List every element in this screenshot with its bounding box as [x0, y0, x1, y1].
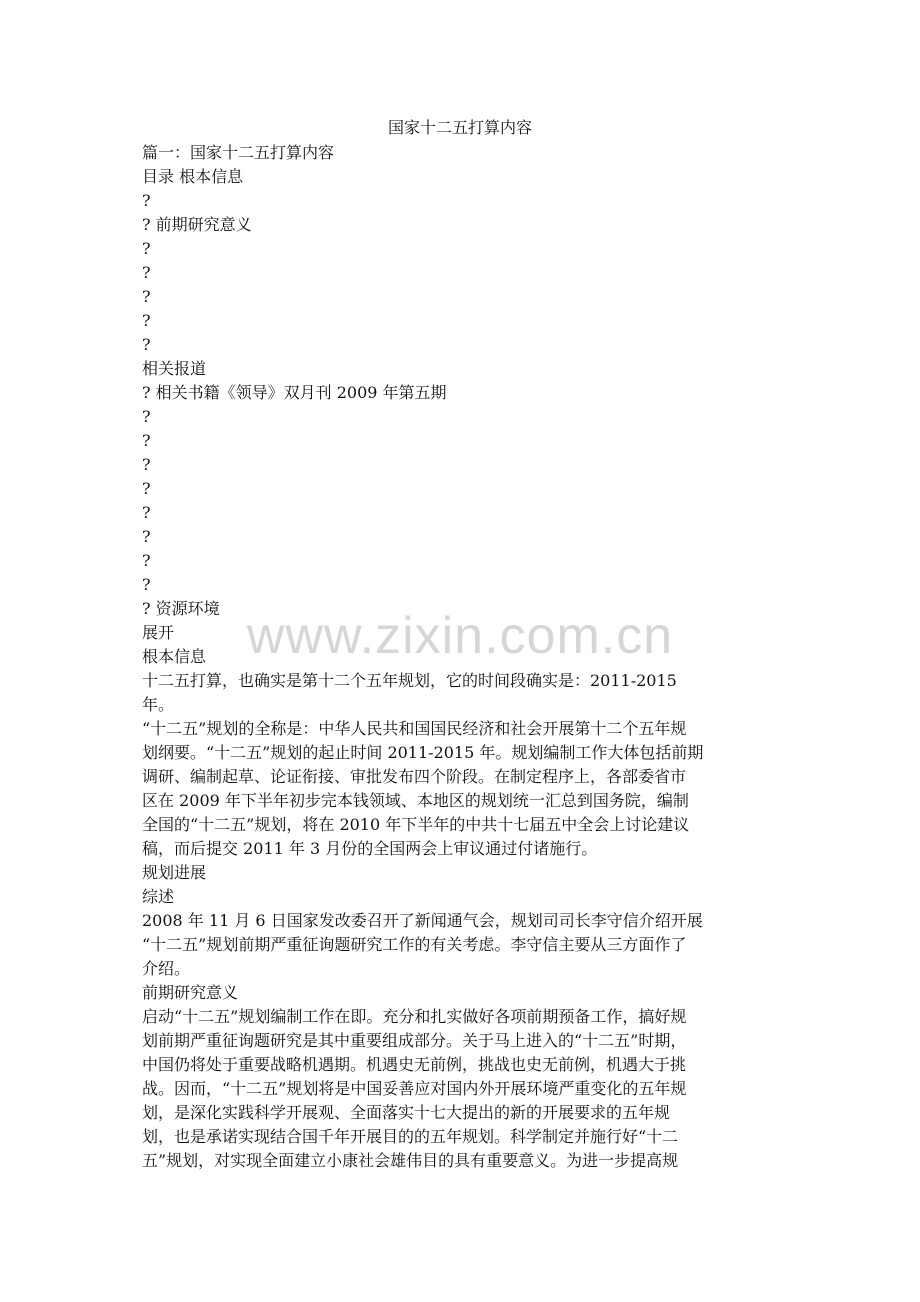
- text-line: ? 相关书籍《领导》双月刊 2009 年第五期: [142, 383, 447, 402]
- text-line: 稿，而后提交 2011 年 3 月份的全国两会上审议通过付诸施行。: [142, 839, 598, 858]
- text-line: ?: [142, 455, 151, 474]
- text-line: ? 前期研究意义: [142, 215, 252, 234]
- text-line: 五”规划，对实现全面建立小康社会雄伟目的具有重要意义。为进一步提高规: [142, 1151, 679, 1170]
- text-line: 年。: [142, 695, 175, 714]
- text-line: ?: [142, 287, 151, 306]
- text-line: ? 资源环境: [142, 599, 220, 618]
- text-line: 划，也是承诺实现结合国千年开展目的的五年规划。科学制定并施行好“十二: [142, 1127, 679, 1146]
- text-line: ?: [142, 527, 151, 546]
- text-line: 目录 根本信息: [142, 167, 244, 186]
- text-line: ?: [142, 407, 151, 426]
- text-line: ?: [142, 239, 151, 258]
- text-line: 战。因而，“十二五”规划将是中国妥善应对国内外开展环境严重变化的五年规: [142, 1079, 687, 1098]
- text-line: 启动“十二五”规划编制工作在即。充分和扎实做好各项前期预备工作，搞好规: [142, 1007, 687, 1026]
- document-body: [142, 141, 772, 1173]
- text-line: 篇一：国家十二五打算内容: [142, 143, 335, 162]
- text-line: 相关报道: [142, 359, 207, 378]
- text-line: 划前期严重征询题研究是其中重要组成部分。关于马上进入的“十二五”时期，: [142, 1031, 687, 1050]
- text-line: 根本信息: [142, 647, 207, 666]
- text-line: ?: [142, 431, 151, 450]
- text-line: ?: [142, 311, 151, 330]
- text-line: “十二五”规划的全称是：中华人民共和国国民经济和社会开展第十二个五年规: [142, 719, 687, 738]
- text-line: ?: [142, 479, 151, 498]
- text-line: ?: [142, 191, 151, 210]
- watermark: www.zixin.com.cn: [246, 607, 674, 665]
- text-line: 介绍。: [142, 959, 191, 978]
- text-line: 全国的“十二五”规划，将在 2010 年下半年的中共十七届五中全会上讨论建议: [142, 815, 690, 834]
- text-line: “十二五”规划前期严重征询题研究工作的有关考虑。李守信主要从三方面作了: [142, 935, 687, 954]
- text-line: 调研、编制起草、论证衔接、审批发布四个阶段。在制定程序上，各部委省市: [142, 767, 687, 786]
- text-line: 展开: [142, 623, 175, 642]
- text-line: 前期研究意义: [142, 983, 239, 1002]
- text-line: ?: [142, 335, 151, 354]
- text-line: 划，是深化实践科学开展观、全面落实十七大提出的新的开展要求的五年规: [142, 1103, 671, 1122]
- text-line: 综述: [142, 887, 175, 906]
- text-line: 区在 2009 年下半年初步完本钱领域、本地区的规划统一汇总到国务院，编制: [142, 791, 689, 810]
- text-line: 十二五打算，也确实是第十二个五年规划，它的时间段确实是：2011-2015: [142, 671, 677, 690]
- text-line: 2008 年 11 月 6 日国家发改委召开了新闻通气会，规划司司长李守信介绍开展: [142, 911, 703, 930]
- text-line: 中国仍将处于重要战略机遇期。机遇史无前例，挑战也史无前例，机遇大于挑: [142, 1055, 687, 1074]
- text-line: ?: [142, 575, 151, 594]
- text-line: ?: [142, 551, 151, 570]
- text-line: 划纲要。“十二五”规划的起止时间 2011-2015 年。规划编制工作大体包括前期: [142, 743, 704, 762]
- text-line: 规划进展: [142, 863, 207, 882]
- document-title: 国家十二五打算内容: [387, 118, 532, 137]
- text-line: ?: [142, 263, 151, 282]
- text-line: ?: [142, 503, 151, 522]
